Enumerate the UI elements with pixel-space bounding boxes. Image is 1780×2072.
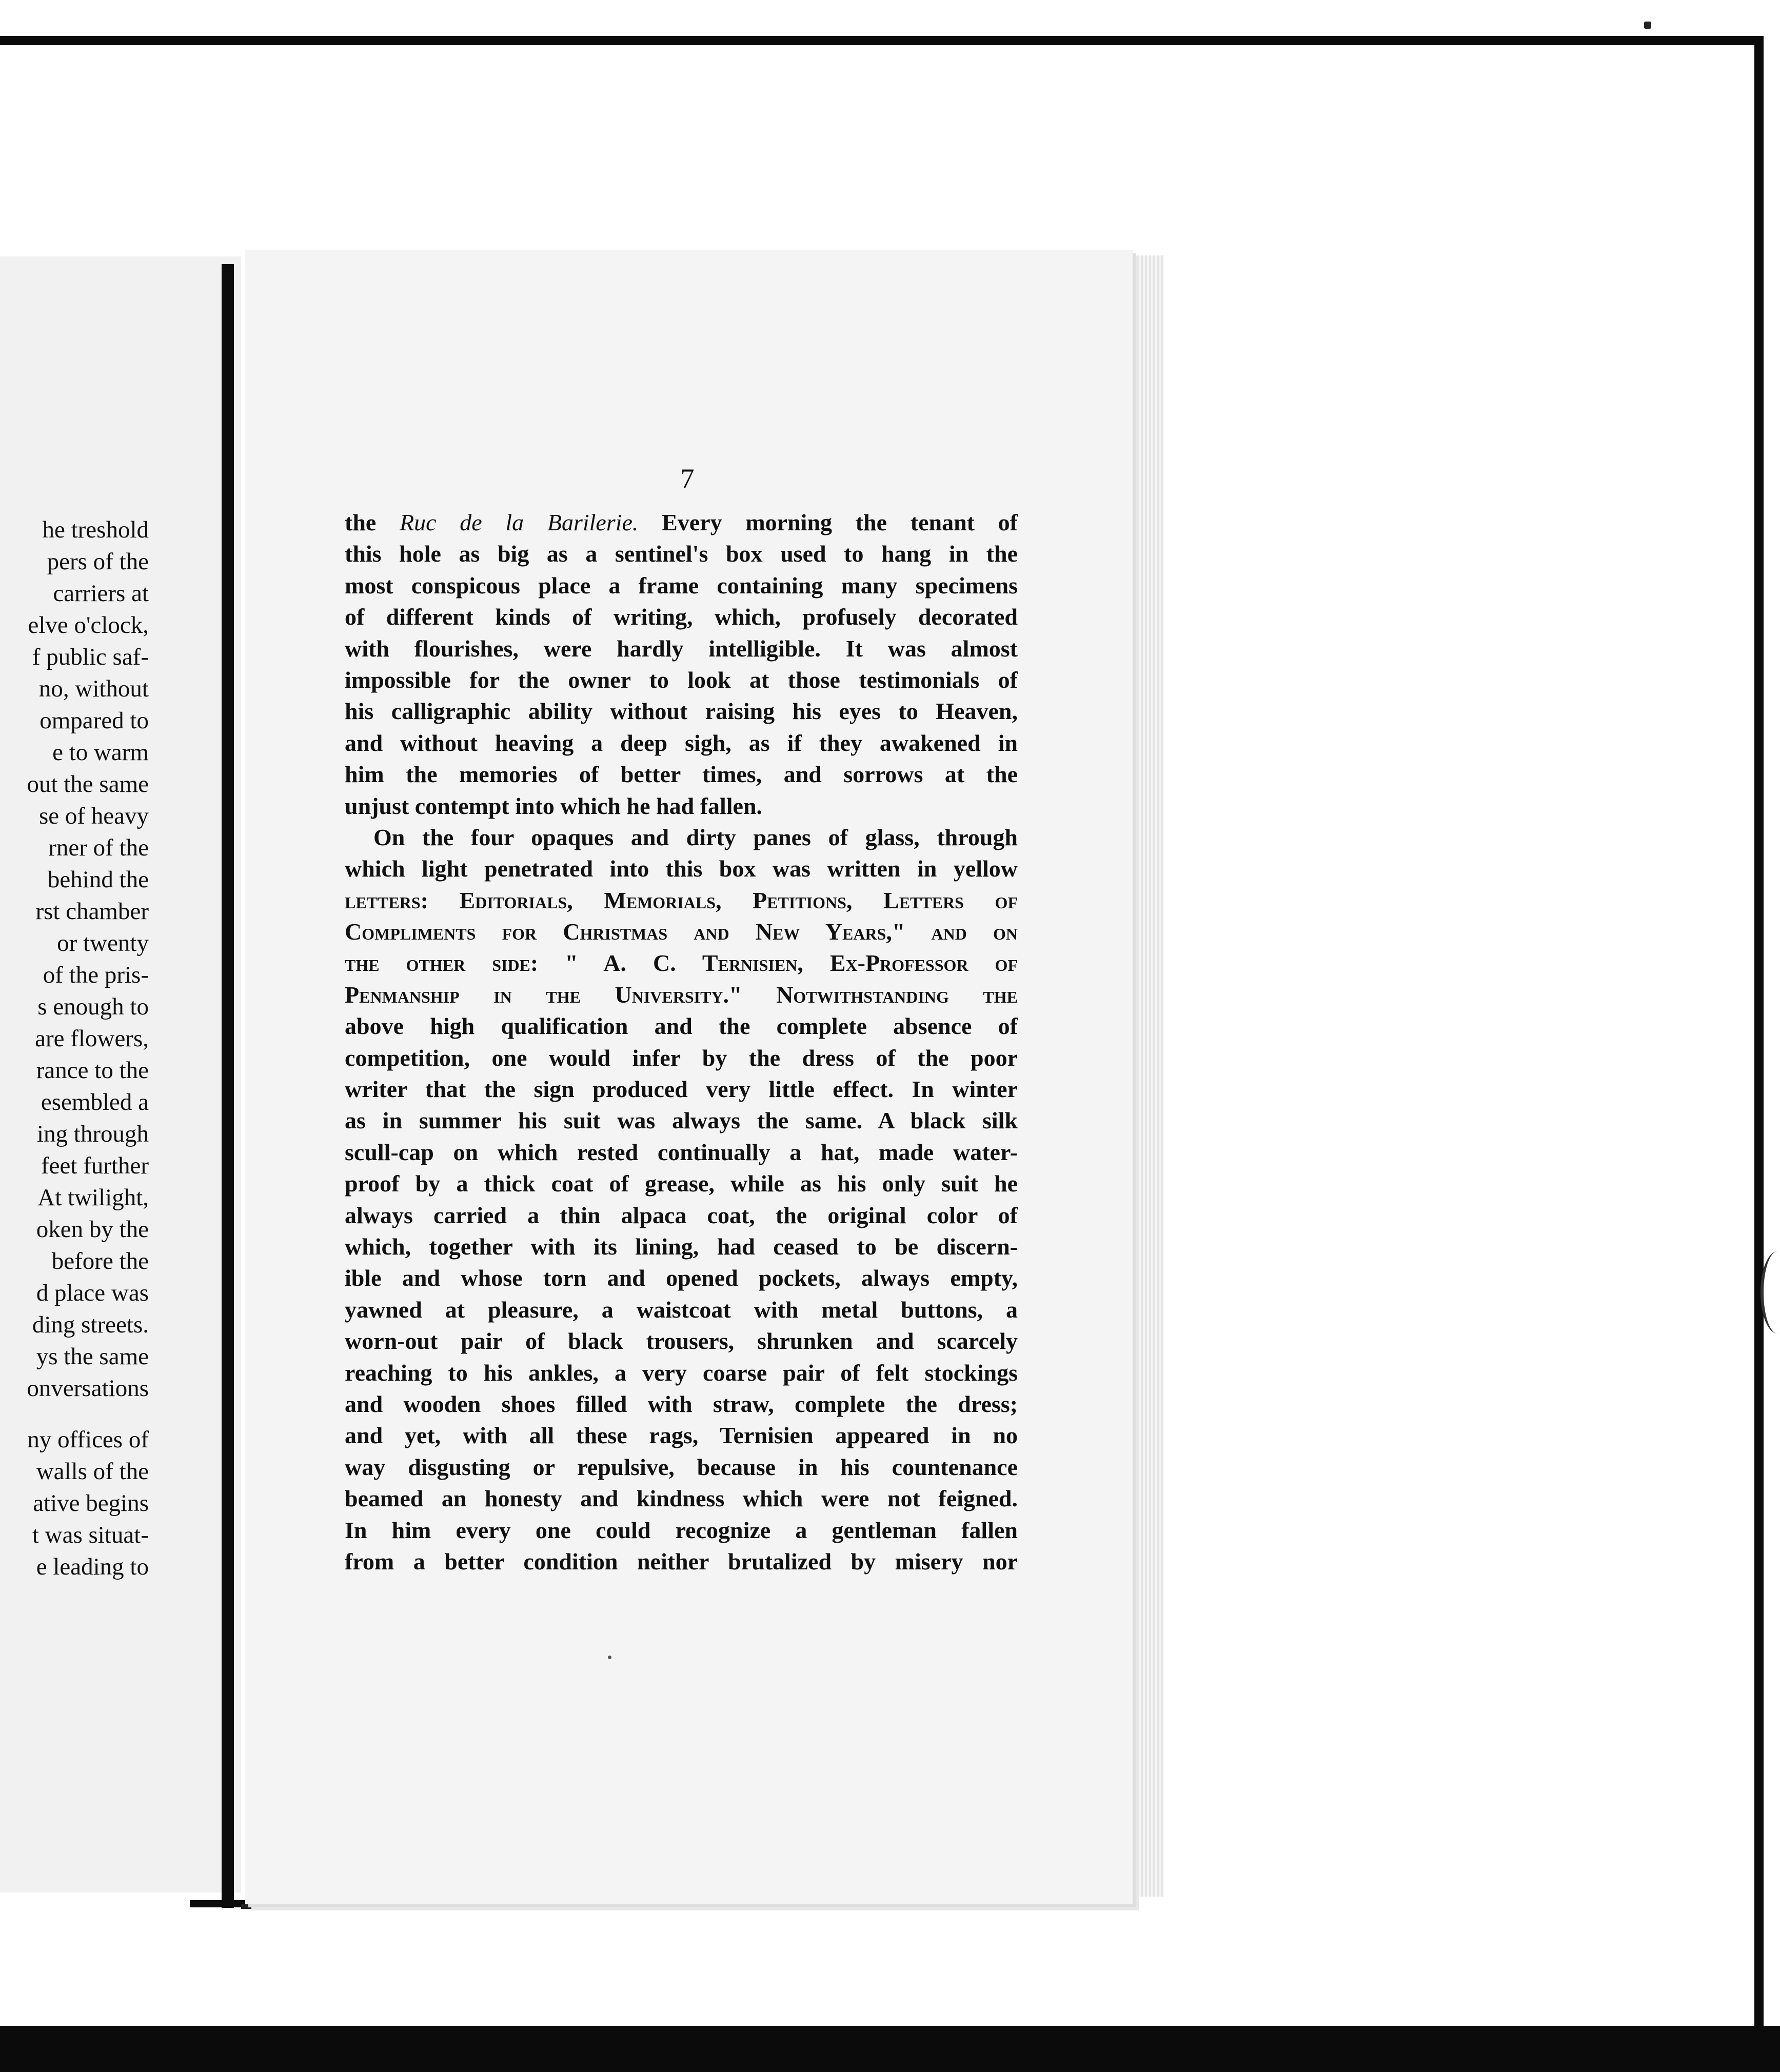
text-line: yawned at pleasure, a waistcoat with metal buttons, a (345, 1296, 1018, 1323)
text-line: and yet, with all these rags, Ternisien appeared in no (345, 1422, 1018, 1449)
previous-page-line: rance to the (36, 1057, 149, 1084)
paragraph-1-lines (345, 538, 1018, 822)
previous-page-line: ing through (36, 1121, 149, 1147)
previous-page-line: s enough to (37, 993, 149, 1020)
previous-page-line: elve o'clock, (28, 612, 149, 639)
paragraph-2-lines (345, 1010, 1018, 1577)
previous-page-line: out the same (27, 771, 149, 798)
previous-page-text (0, 514, 149, 1583)
text-line: reaching to his ankles, a very coarse pair of felt stockings (345, 1359, 1018, 1386)
previous-page-line: pers of the (47, 548, 149, 575)
street-name: Ruc de la Barilerie. (400, 509, 639, 535)
book-spine (222, 264, 234, 1908)
text-line: always carried a thin alpaca coat, the original color of (345, 1202, 1018, 1228)
text-line: scull-cap on which rested continually a hat, made water- (345, 1139, 1018, 1165)
text-line: way disgusting or repulsive, because in his countenance (345, 1453, 1018, 1480)
text-line: competition, one would infer by the dress of the poor (345, 1044, 1018, 1071)
text-line: most conspicous place a frame containing many specimens (345, 572, 1018, 599)
text-line: this hole as big as a sentinel's box used to hang in the (345, 541, 1018, 567)
text-line (345, 947, 1018, 979)
page-number: 7 (680, 463, 695, 494)
text-line: In him every one could recognize a gentleman fallen (345, 1517, 1018, 1543)
text-line: of different kinds of writing, which, profusely decorated (345, 604, 1018, 630)
previous-page-line: d place was (36, 1280, 149, 1306)
sign-text: letters: Editorials, Memorials, Petitions, Letters of (345, 887, 1018, 913)
previous-page-line: e leading to (36, 1553, 149, 1580)
previous-page-line: t was situat- (32, 1522, 149, 1548)
previous-page-line: he treshold (42, 516, 149, 543)
previous-page-line: are flowers, (35, 1025, 149, 1052)
text-line: ible and whose torn and opened pockets, always empty, (345, 1265, 1018, 1291)
previous-page-line: se of heavy (38, 803, 149, 829)
text-line: which light penetrated into this box was written in yellow (345, 855, 1018, 882)
film-top-rule (0, 36, 1780, 45)
previous-page-line: feet further (41, 1152, 149, 1179)
text-line: with flourishes, were hardly intelligible. It was almost (345, 635, 1018, 662)
text-line (345, 979, 1018, 1010)
previous-page-line: f public saf- (32, 644, 149, 670)
text-line: as in summer his suit was always the same. A black silk (345, 1107, 1018, 1134)
text-line: unjust contempt into which he had fallen. (345, 792, 763, 819)
sign-text: the other side: " A. C. Ternisien, Ex-Professor of (345, 950, 1018, 977)
previous-page-line: ys the same (36, 1343, 149, 1370)
text-line: and wooden shoes filled with straw, complete the dress; (345, 1390, 1018, 1417)
previous-page-line: esembled a (41, 1089, 149, 1115)
text-line: and without heaving a deep sigh, as if they awakened in (345, 729, 1018, 756)
previous-page-line: before the (51, 1248, 149, 1274)
text-line: him the memories of better times, and sorrows at the (345, 761, 1018, 788)
previous-page-line: carriers at (53, 580, 149, 607)
previous-page-line: ding streets. (32, 1311, 149, 1338)
previous-page-line: ompared to (39, 707, 149, 734)
sign-text: Compliments for Christmas and New Years," and on (345, 919, 1018, 945)
previous-page-line: of the pris- (43, 962, 149, 988)
film-frame-mark (1644, 22, 1651, 29)
film-right-margin (1764, 36, 1780, 2031)
text-line: worn-out pair of black trousers, shrunken and scarcely (345, 1328, 1018, 1354)
text-line: proof by a thick coat of grease, while as his only suit he (345, 1170, 1018, 1197)
spine-foot-shadow (241, 1904, 395, 1909)
previous-page-line: no, without (38, 675, 149, 702)
text-line: On the four opaques and dirty panes of glass, through (373, 824, 1018, 850)
previous-page-line: e to warm (52, 739, 149, 766)
text-line: his calligraphic ability without raising his eyes to Heaven, (345, 698, 1018, 725)
text-line: above high qualification and the complete absence of (345, 1013, 1018, 1040)
text-line (345, 916, 1018, 947)
previous-page-line (0, 1404, 149, 1424)
text-line: beamed an honesty and kindness which were not feigned. (345, 1485, 1018, 1512)
film-top-margin (0, 0, 1780, 44)
page-stack-edges (1133, 255, 1163, 1897)
previous-page-line: At twilight, (37, 1184, 149, 1211)
previous-page-line: rner of the (48, 834, 149, 861)
previous-page-line: ative begins (33, 1490, 149, 1517)
film-right-border (1754, 36, 1764, 2031)
text-line: which, together with its lining, had ceased to be discern- (345, 1233, 1018, 1260)
text-line (345, 885, 1018, 916)
previous-page-line: rst chamber (35, 898, 149, 925)
film-bottom-border (0, 2026, 1780, 2072)
previous-page-line: onversations (27, 1375, 149, 1402)
text-line: impossible for the owner to look at those testimonials of (345, 666, 1018, 693)
text-line: writer that the sign produced very little effect. In winter (345, 1076, 1018, 1103)
previous-page-line: or twenty (57, 930, 149, 957)
sign-text: Penmanship in the University." Notwithstanding the (345, 981, 1018, 1008)
previous-page-line: oken by the (36, 1216, 149, 1243)
text-line: the Ruc de la Barilerie. Every morning the tenant of (345, 509, 1018, 535)
page-speck (608, 1656, 611, 1659)
page-body-text (345, 507, 1018, 1577)
previous-page-line: behind the (47, 866, 149, 893)
text-line: from a better condition neither brutalized by misery nor (345, 1548, 1018, 1575)
previous-page-line: walls of the (36, 1458, 149, 1485)
previous-page-line: ny offices of (27, 1426, 149, 1453)
